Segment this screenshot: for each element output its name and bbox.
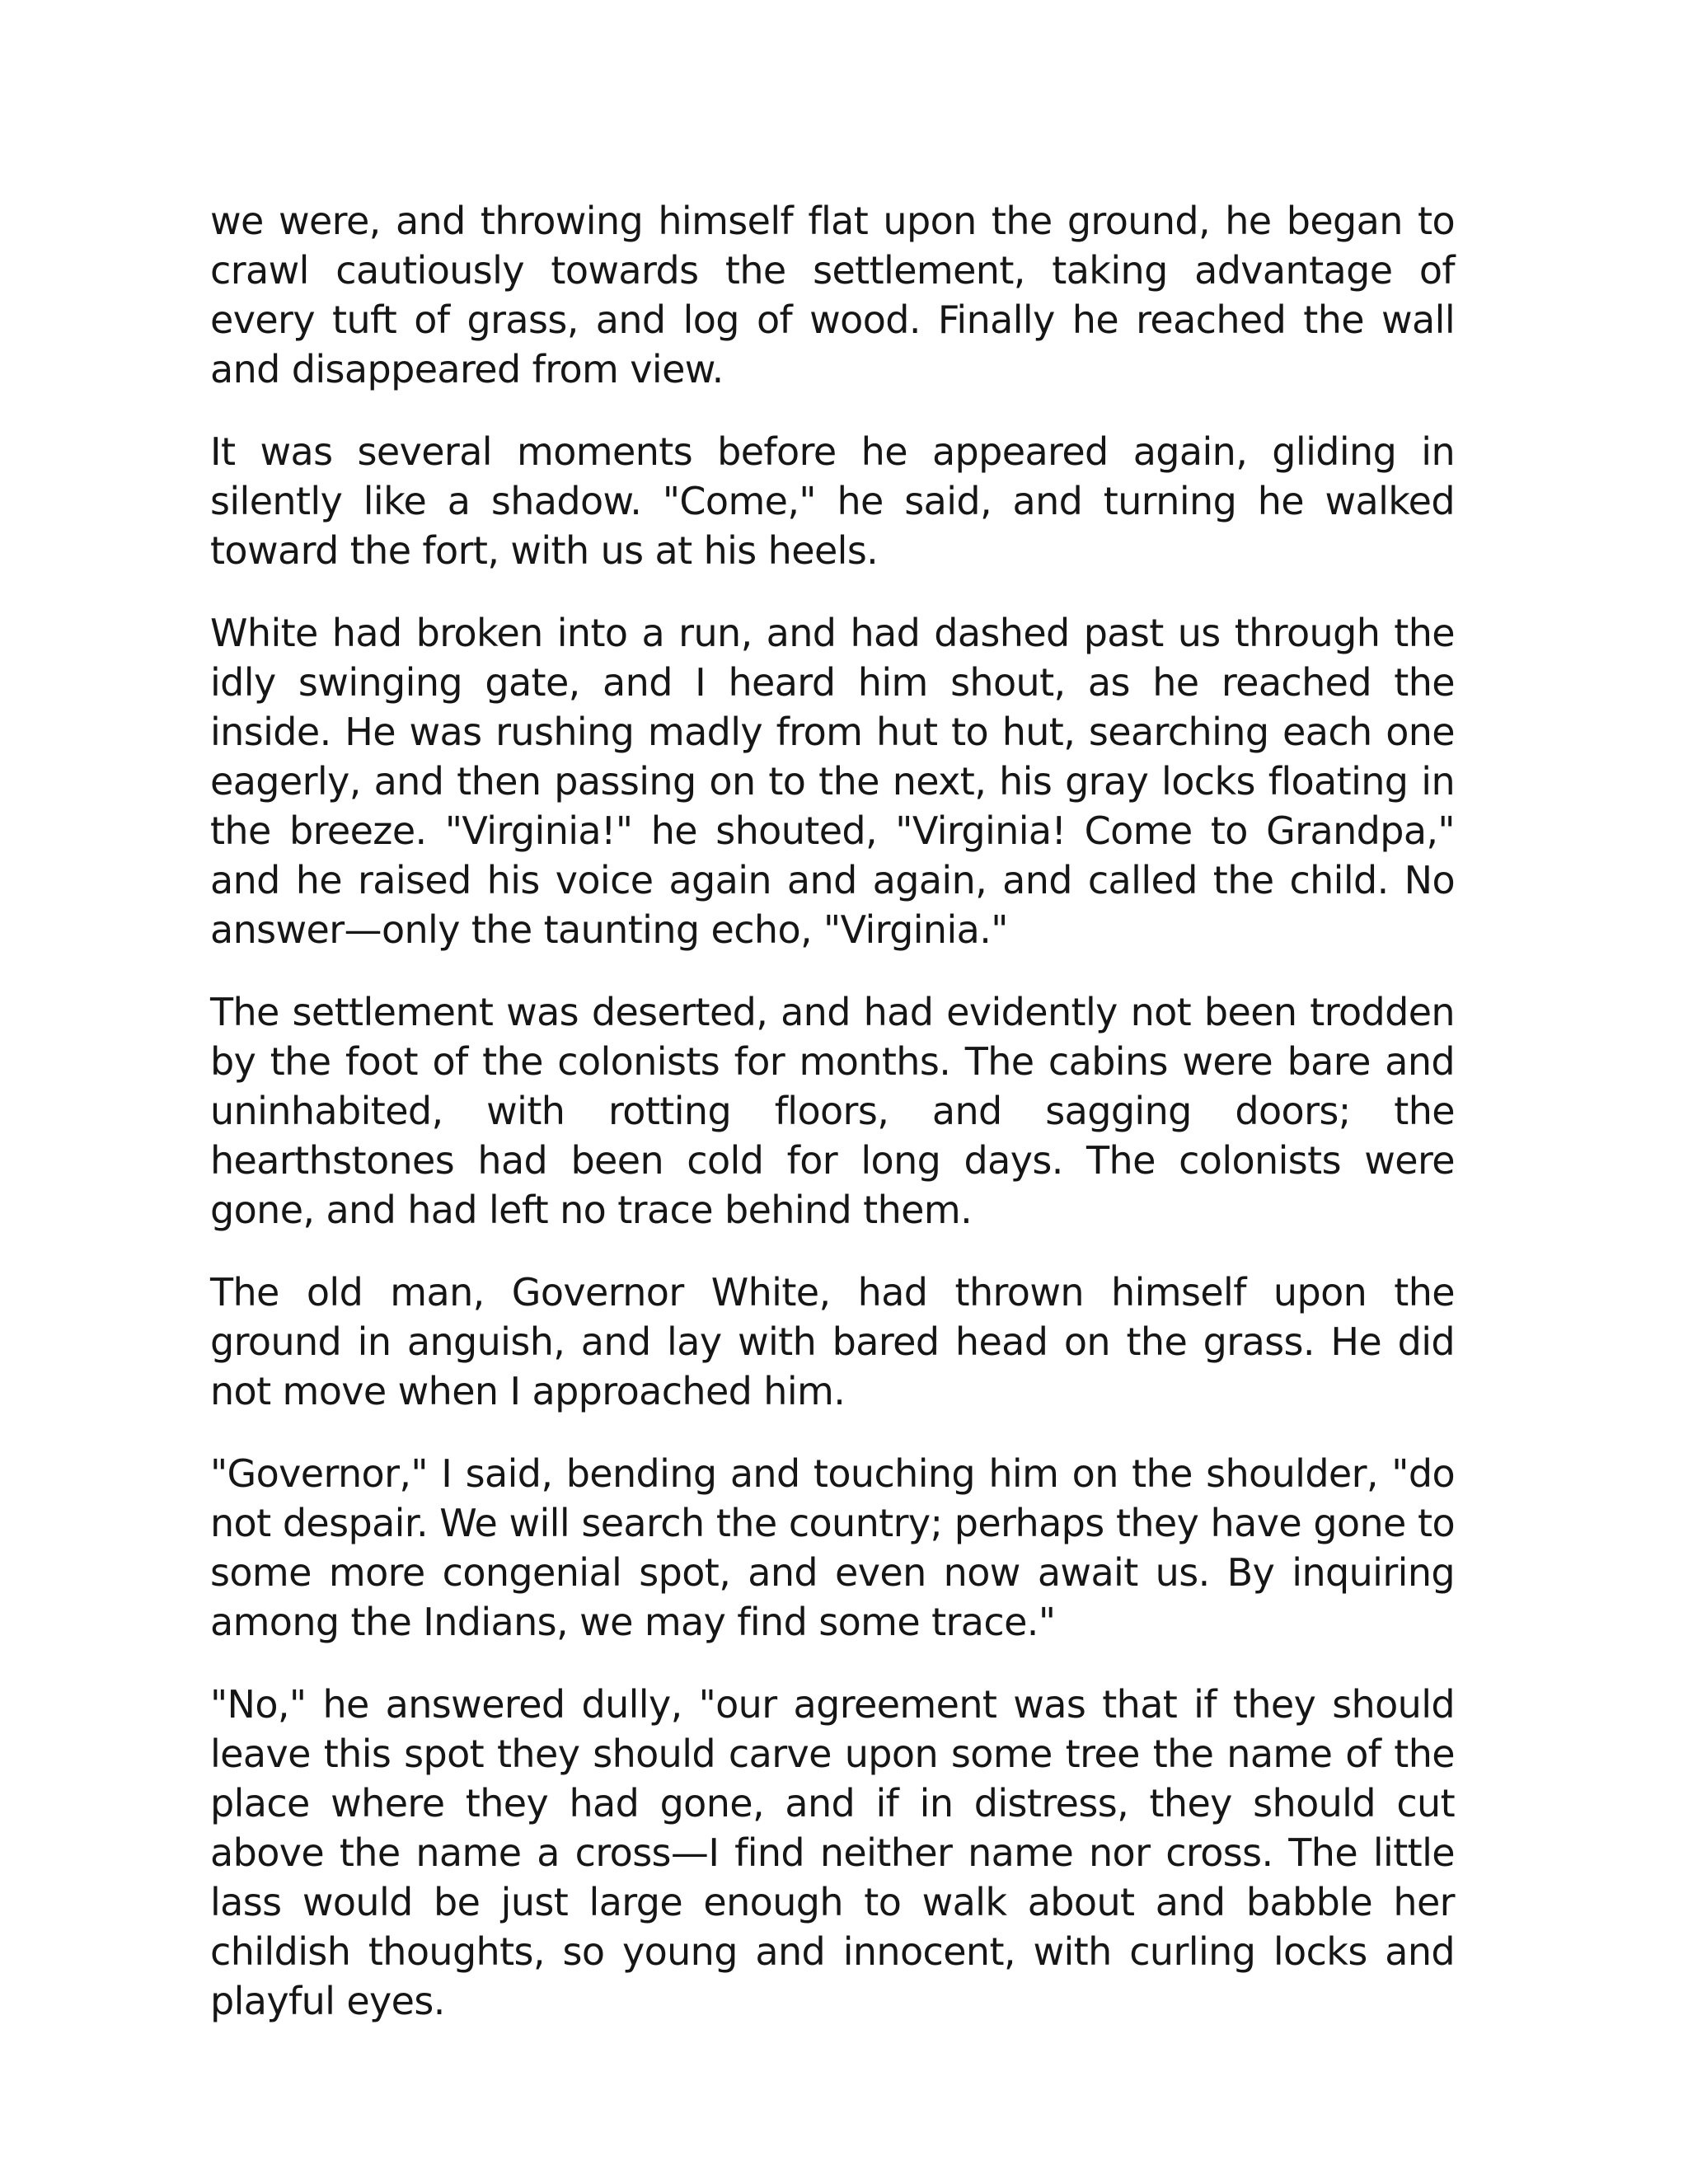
paragraph-1: we were, and throwing himself flat upon the ground, he began to crawl cautiously towards the settlement, taking advantage of every tuft of grass, and log of wood. Finally he reached the wall and disappeared from view. xyxy=(210,199,1455,391)
paragraph-3: White had broken into a run, and had dashed past us through the idly swinging gate, and I heard him shout, as he reached the inside. He was rushing madly from hut to hut, searching each one eagerly, and then passing on to the next, his gray locks floating in the breeze. "Virginia!" he shouted, "Virginia! Come to Grandpa," and he raised his voice again and again, and called the child. No answer—only the taunting echo, "Virginia." xyxy=(210,611,1455,952)
paragraph-4: The settlement was deserted, and had evidently not been trodden by the foot of the colonists for months. The cabins were bare and uninhabited, with rotting floors, and sagging doors; the hearthstones had been cold for long days. The colonists were gone, and had left no trace behind them. xyxy=(210,990,1455,1232)
paragraph-5: The old man, Governor White, had thrown himself upon the ground in anguish, and lay with bared head on the grass. He did not move when I approached him. xyxy=(210,1270,1455,1413)
body-text xyxy=(210,196,1455,2026)
paragraph-2: It was several moments before he appeared again, gliding in silently like a shadow. "Come," he said, and turning he walked toward the fort, with us at his heels. xyxy=(210,429,1455,573)
paragraph-7: "No," he answered dully, "our agreement was that if they should leave this spot they should carve upon some tree the name of the place where they had gone, and if in distress, they should cut above the name a cross—I find neither name nor cross. The little lass would be just large enough to walk about and babble her childish thoughts, so young and innocent, with curling locks and playful eyes. xyxy=(210,1682,1455,2023)
paragraph-6: "Governor," I said, bending and touching him on the shoulder, "do not despair. We will search the country; perhaps they have gone to some more congenial spot, and even now await us. By inquiring among the Indians, we may find some trace." xyxy=(210,1451,1455,1644)
